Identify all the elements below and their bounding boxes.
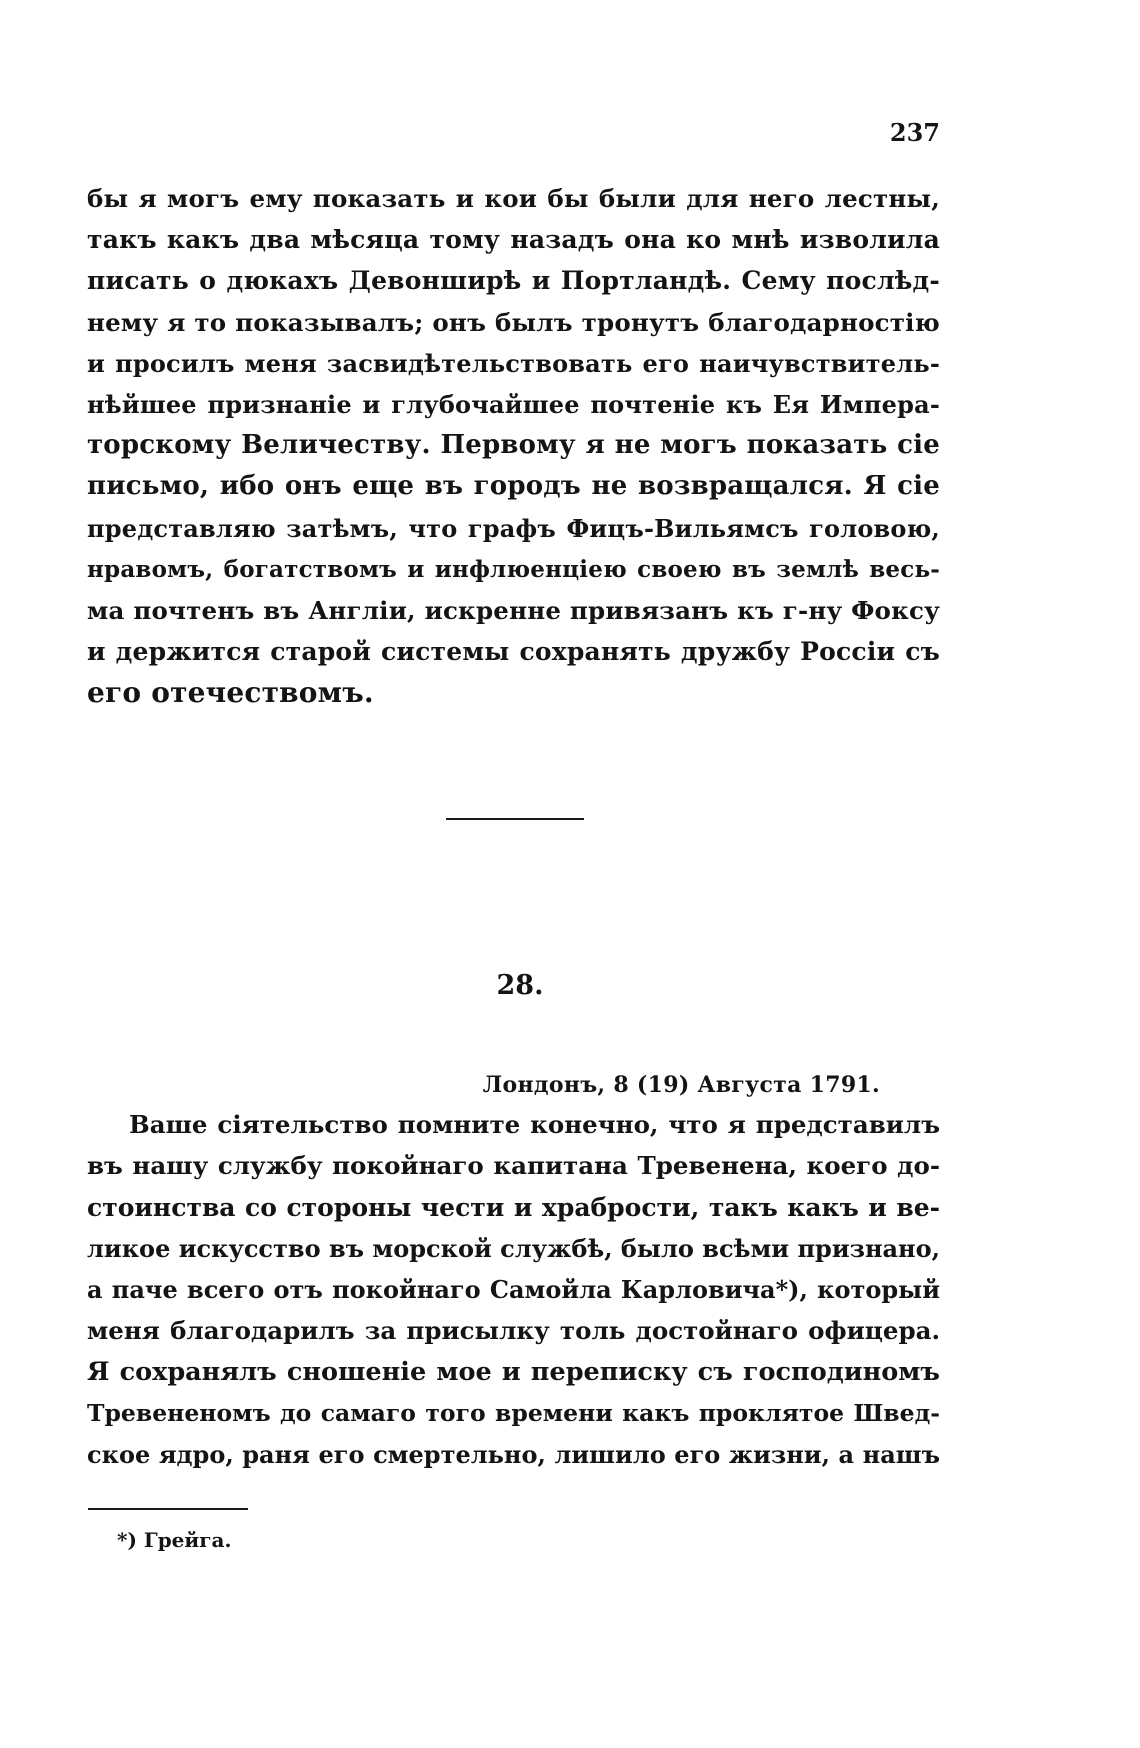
footnote: *) Грейга.	[117, 1528, 232, 1552]
paragraph-continued	[87, 178, 940, 713]
text-line: Я сохранялъ сношеніе мое и переписку съ господиномъ	[87, 1356, 940, 1387]
text-line: нѣйшее признаніе и глубочайшее почтеніе къ Ея Импера-	[87, 389, 940, 419]
footnote-rule	[88, 1508, 248, 1510]
text-line: письмо, ибо онъ еще въ городъ не возвращался. Я сіе	[87, 471, 940, 502]
text-line: его отечествомъ.	[87, 676, 374, 710]
text-line: торскому Величеству. Первому я не могъ показать сіе	[87, 430, 940, 461]
letter-dateline: Лондонъ, 8 (19) Августа 1791.	[482, 1072, 880, 1098]
text-line: такъ какъ два мѣсяца тому назадъ она ко мнѣ изволила	[87, 225, 940, 255]
text-line: ликое искусство въ морской службѣ, было всѣми признано,	[87, 1233, 940, 1263]
text-line: Тревененомъ до самаго того времени какъ проклятое Швед-	[87, 1399, 940, 1428]
text-line: ское ядро, раня его смертельно, лишило его жизни, а нашъ	[87, 1440, 940, 1470]
page-number: 237	[889, 118, 940, 147]
text-line: а паче всего отъ покойнаго Самойла Карловича*), который	[87, 1275, 940, 1305]
text-line: стоинства со стороны чести и храбрости, такъ какъ и ве-	[87, 1192, 940, 1222]
text-line: бы я могъ ему показать и кои бы были для него лестны,	[87, 184, 940, 213]
text-line: и просилъ меня засвидѣтельствовать его наичувствитель-	[87, 348, 940, 378]
text-line: и держится старой системы сохранять дружбу Россіи съ	[87, 637, 940, 667]
letter-number: 28.	[496, 970, 544, 1001]
letter-paragraph	[87, 1104, 940, 1476]
text-line: въ нашу службу покойнаго капитана Тревенена, коего до-	[87, 1151, 940, 1181]
text-line: писать о дюкахъ Девонширѣ и Портландѣ. Сему послѣд-	[87, 266, 940, 296]
text-line: ма почтенъ въ Англіи, искренне привязанъ къ г-ну Фоксу	[87, 595, 940, 625]
text-line: нему я то показывалъ; онъ былъ тронутъ благодарностію	[87, 307, 940, 337]
section-divider	[446, 818, 584, 820]
text-line: представляю затѣмъ, что графъ Фицъ-Вильямсъ головою,	[87, 513, 940, 543]
text-line: меня благодарилъ за присылку толь достойнаго офицера.	[87, 1316, 940, 1346]
text-line: Ваше сіятельство помните конечно, что я представилъ	[129, 1110, 940, 1139]
text-line: нравомъ, богатствомъ и инфлюенціею своею въ землѣ весь-	[87, 555, 940, 583]
